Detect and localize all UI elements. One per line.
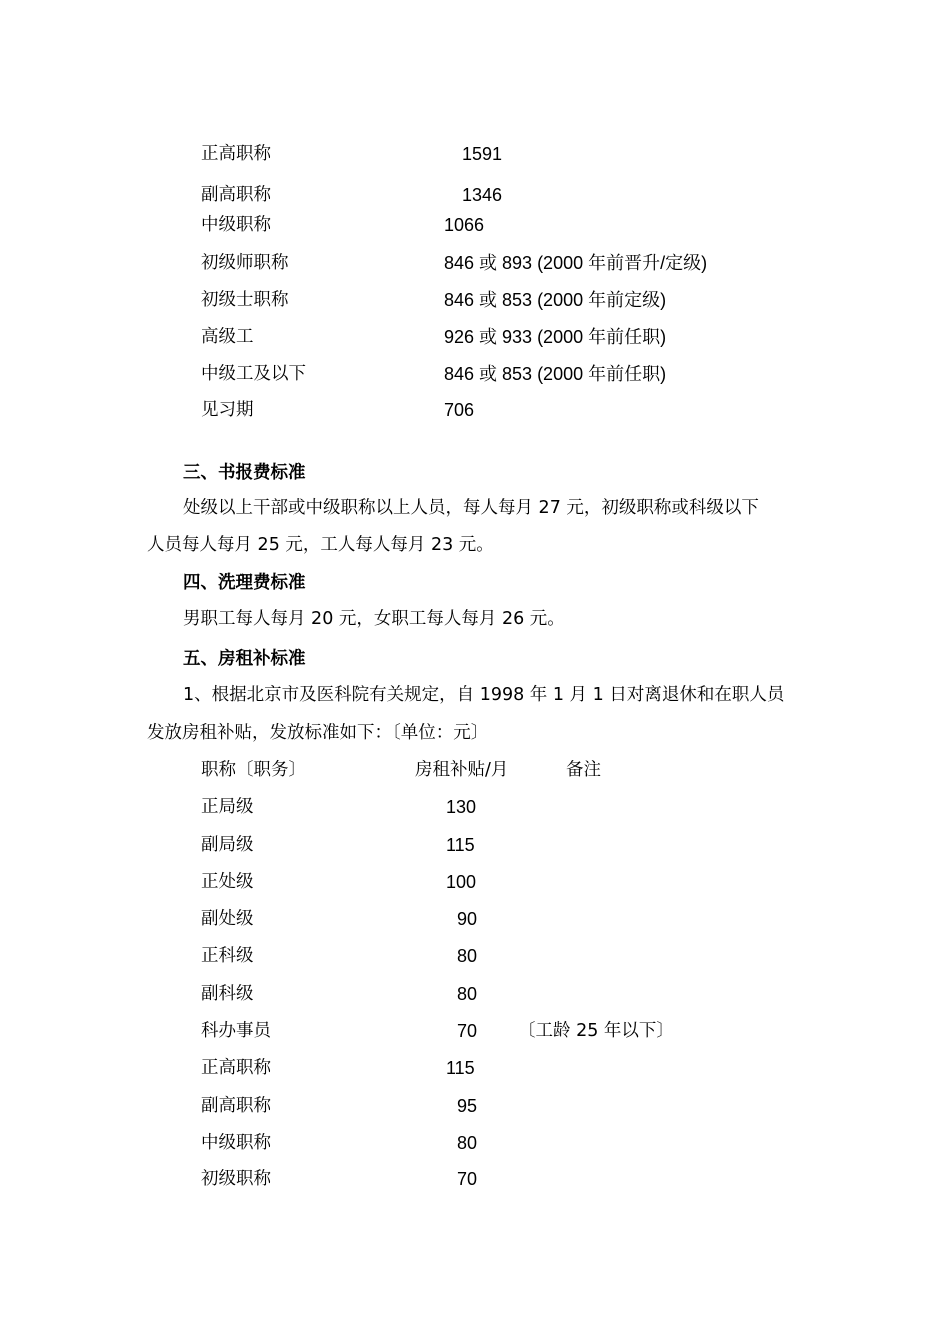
table-row-value: 80 [457,946,478,966]
table-row-value: 95 [457,1096,478,1116]
table-row-title: 正科级 [201,946,254,966]
salary-value: 706 [444,400,475,420]
salary-title: 中级职称 [201,215,271,235]
table-row-value: 115 [446,1058,475,1078]
salary-title: 正高职称 [201,144,271,164]
table-row-title: 副局级 [201,835,254,855]
table-row-value: 130 [446,797,477,817]
table-row-title: 副处级 [201,909,254,929]
table-row-value: 80 [457,984,478,1004]
paragraph-line: 处级以上干部或中级职称以上人员，每人每月 27 元，初级职称或科级以下 [183,498,759,518]
salary-title: 副高职称 [201,185,271,205]
paragraph-line: 发放房租补贴，发放标准如下：〔单位：元〕 [147,723,489,743]
salary-value: 846 或 893 (2000 年前晋升/定级) [444,253,708,273]
salary-value: 926 或 933 (2000 年前任职) [444,327,667,347]
table-row-title: 副高职称 [201,1096,271,1116]
salary-title: 见习期 [201,400,254,420]
salary-title: 初级师职称 [201,253,289,273]
salary-value: 1591 [462,144,503,164]
table-row-note: 〔工龄 25 年以下〕 [518,1021,674,1041]
table-row-value: 80 [457,1133,478,1153]
table-row-value: 100 [446,872,477,892]
table-header-note: 备注 [566,760,601,780]
table-row-title: 中级职称 [201,1133,271,1153]
paragraph-line: 男职工每人每月 20 元，女职工每人每月 26 元。 [183,609,565,629]
paragraph-line: 人员每人每月 25 元，工人每人每月 23 元。 [147,535,494,555]
table-row-title: 正处级 [201,872,254,892]
table-header-title: 职称〔职务〕 [201,760,306,780]
table-row-title: 科办事员 [201,1021,271,1041]
section-heading: 三、书报费标准 [183,463,306,483]
salary-title: 高级工 [201,327,254,347]
paragraph-line: 1、根据北京市及医科院有关规定，自 1998 年 1 月 1 日对离退休和在职人员 [183,685,785,705]
table-row-value: 70 [457,1021,478,1041]
salary-value: 846 或 853 (2000 年前任职) [444,364,667,384]
section-heading: 五、房租补标准 [183,649,306,669]
table-row-value: 115 [446,835,475,855]
salary-value: 1066 [444,215,485,235]
salary-value: 1346 [462,185,503,205]
table-row-value: 70 [457,1169,478,1189]
table-row-title: 正高职称 [201,1058,271,1078]
salary-value: 846 或 853 (2000 年前定级) [444,290,667,310]
salary-title: 初级士职称 [201,290,289,310]
table-row-title: 正局级 [201,797,254,817]
table-row-title: 初级职称 [201,1169,271,1189]
table-row-title: 副科级 [201,984,254,1004]
table-row-value: 90 [457,909,478,929]
salary-title: 中级工及以下 [201,364,306,384]
section-heading: 四、洗理费标准 [183,573,306,593]
table-header-subsidy: 房租补贴/月 [415,760,509,780]
